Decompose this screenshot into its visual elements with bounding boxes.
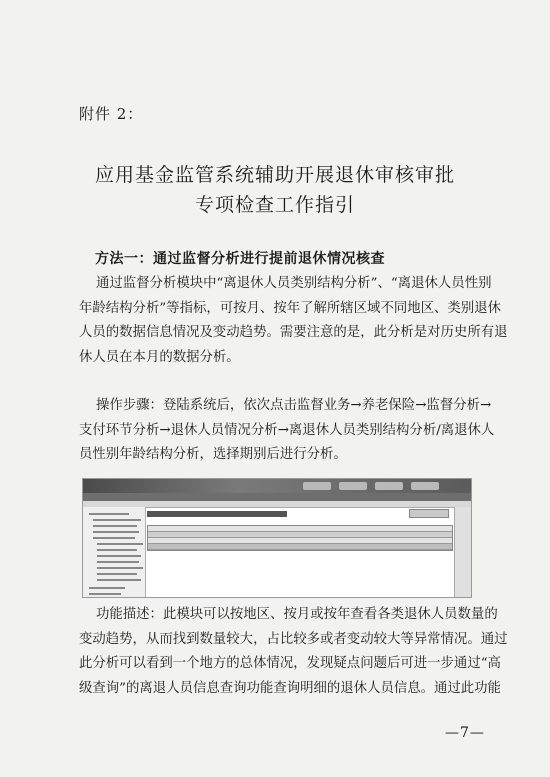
paragraph-steps bbox=[79, 394, 495, 468]
paragraph-line: 此分析可以看到一个地方的总体情况，发现疑点问题后可进一步通过“高 bbox=[79, 656, 501, 672]
document-title bbox=[0, 160, 550, 220]
paragraph-line: 级查询”的离退人员信息查询功能查询明细的退休人员信息。通过此功能 bbox=[79, 680, 501, 696]
screenshot-main-panel bbox=[147, 509, 453, 597]
paragraph-line: 支付环节分析→退休人员情况分析→离退休人员类别结构分析/离退休人 bbox=[79, 422, 495, 438]
paragraph-function bbox=[79, 603, 508, 701]
page-number: —7— bbox=[445, 725, 485, 741]
paragraph-line: 变动趋势，从而找到数量较大，占比较多或者变动较大等异常情况。通过 bbox=[79, 631, 508, 647]
paragraph-line: 通过监督分析模块中“离退休人员类别结构分析”、“离退休人员性别 bbox=[96, 276, 492, 291]
paragraph-line: 休人员在本月的数据分析。 bbox=[79, 349, 240, 365]
paragraph-line: 功能描述：此模块可以按地区、按月或按年查看各类退休人员数量的 bbox=[96, 607, 498, 622]
paragraph-line: 员性别年龄结构分析，选择期别后进行分析。 bbox=[79, 447, 347, 463]
title-line-1: 应用基金监管系统辅助开展退休审核审批 bbox=[94, 164, 455, 186]
attachment-label: 附件 2： bbox=[79, 105, 144, 123]
screenshot-grid bbox=[147, 525, 453, 551]
title-line-2: 专项检查工作指引 bbox=[194, 194, 355, 216]
screenshot-sidebar bbox=[83, 507, 146, 597]
paragraph-line: 操作步骤：登陆系统后，依次点击监督业务→养老保险→监督分析→ bbox=[96, 398, 492, 413]
screenshot-banner bbox=[83, 479, 471, 493]
section-heading: 方法一：通过监督分析进行提前退休情况核查 bbox=[95, 251, 385, 267]
paragraph-line: 年龄结构分析”等指标，可按月、按年了解所辖区域不同地区、类别退休 bbox=[79, 300, 501, 316]
paragraph-line: 人员的数据信息情况及变动趋势。需要注意的是，此分析是对历史所有退 bbox=[79, 325, 508, 341]
embedded-system-screenshot bbox=[82, 478, 472, 598]
paragraph-overview bbox=[79, 272, 508, 370]
